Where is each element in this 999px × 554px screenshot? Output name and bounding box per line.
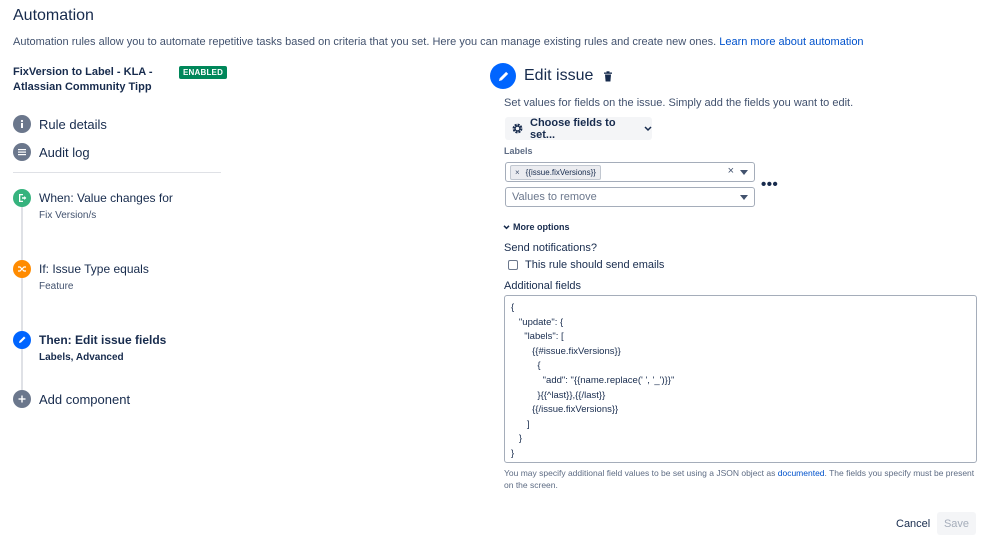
nav-audit-log[interactable]: [13, 143, 90, 161]
step-action[interactable]: [13, 331, 166, 363]
labels-select[interactable]: [505, 162, 755, 182]
additional-fields-label: Additional fields: [504, 280, 582, 292]
choose-fields-label: Choose fields to set...: [530, 116, 616, 141]
chevron-down-icon: [503, 225, 510, 230]
additional-fields-textarea[interactable]: { "update": { "labels": [ {{#issue.fixVersions}} { "add": "{{name.replace(' ', '_')}}" }{{^last}},{{/last}} {{/issue.fixVersions}} ] } }: [504, 295, 977, 463]
step-condition-subtitle: Feature: [39, 281, 74, 292]
chevron-down-icon: [644, 126, 652, 132]
trash-icon[interactable]: [603, 71, 613, 82]
clear-icon[interactable]: ×: [727, 165, 734, 177]
more-options-label: More options: [513, 222, 570, 232]
values-to-remove-placeholder: Values to remove: [512, 191, 597, 203]
exit-icon: [13, 189, 31, 207]
edit-issue-title: Edit issue: [524, 67, 594, 84]
pencil-icon: [490, 63, 516, 89]
status-badge: ENABLED: [179, 66, 227, 79]
step-condition[interactable]: [13, 260, 149, 292]
add-component-button[interactable]: [13, 390, 130, 408]
add-component-label: Add component: [39, 391, 131, 407]
cancel-button[interactable]: Cancel: [896, 518, 931, 530]
values-to-remove-select[interactable]: [505, 187, 755, 207]
page-description-text: Automation rules allow you to automate repetitive tasks based on criteria that you set. Here you can manage existing rules and create new ones.: [13, 36, 717, 48]
shuffle-icon: [13, 260, 31, 278]
pencil-icon: [13, 331, 31, 349]
rule-name: FixVersion to Label - KLA - Atlassian Community Tipp: [13, 66, 153, 93]
nav-audit-log-label: Audit log: [39, 144, 90, 160]
more-actions-button[interactable]: •••: [761, 176, 779, 193]
step-trigger[interactable]: [13, 189, 173, 221]
send-emails-label: This rule should send emails: [525, 259, 665, 271]
documented-link[interactable]: documented: [777, 468, 825, 478]
send-emails-checkbox[interactable]: [508, 260, 518, 270]
edit-issue-header: [490, 63, 613, 89]
learn-more-link[interactable]: Learn more about automation: [719, 36, 864, 48]
help-text: [504, 467, 982, 491]
step-action-title: Then: Edit issue fields: [39, 333, 167, 347]
step-trigger-subtitle: Fix Version/s: [39, 210, 97, 221]
plus-icon: [13, 390, 31, 408]
list-icon: [13, 143, 31, 161]
caret-down-icon[interactable]: [740, 170, 748, 175]
step-trigger-title: When: Value changes for: [39, 191, 173, 205]
left-divider: [13, 172, 221, 173]
save-button[interactable]: Save: [937, 512, 976, 535]
help-text-suffix: . The fields you specify must be present on the screen.: [504, 468, 975, 490]
send-emails-row: [508, 259, 664, 271]
label-tag: [510, 165, 601, 180]
choose-fields-button[interactable]: [505, 117, 652, 140]
nav-rule-details-label: Rule details: [39, 116, 107, 132]
nav-rule-details[interactable]: [13, 115, 107, 133]
page-description: [13, 36, 864, 48]
page-title: Automation: [13, 7, 94, 24]
step-condition-title: If: Issue Type equals: [39, 262, 149, 276]
tag-remove-icon[interactable]: ×: [515, 167, 520, 177]
send-notifications-label: Send notifications?: [504, 242, 597, 254]
label-tag-text: {{issue.fixVersions}}: [525, 167, 596, 177]
help-text-prefix: You may specify additional field values to be set using a JSON object as: [504, 468, 778, 478]
more-options-toggle[interactable]: [503, 222, 570, 232]
labels-field-label: Labels: [504, 146, 533, 156]
info-icon: [13, 115, 31, 133]
step-action-subtitle: Labels, Advanced: [39, 352, 124, 363]
edit-issue-description: Set values for fields on the issue. Simply add the fields you want to edit.: [504, 97, 854, 109]
caret-down-icon[interactable]: [740, 195, 748, 200]
gear-icon: [511, 122, 524, 135]
